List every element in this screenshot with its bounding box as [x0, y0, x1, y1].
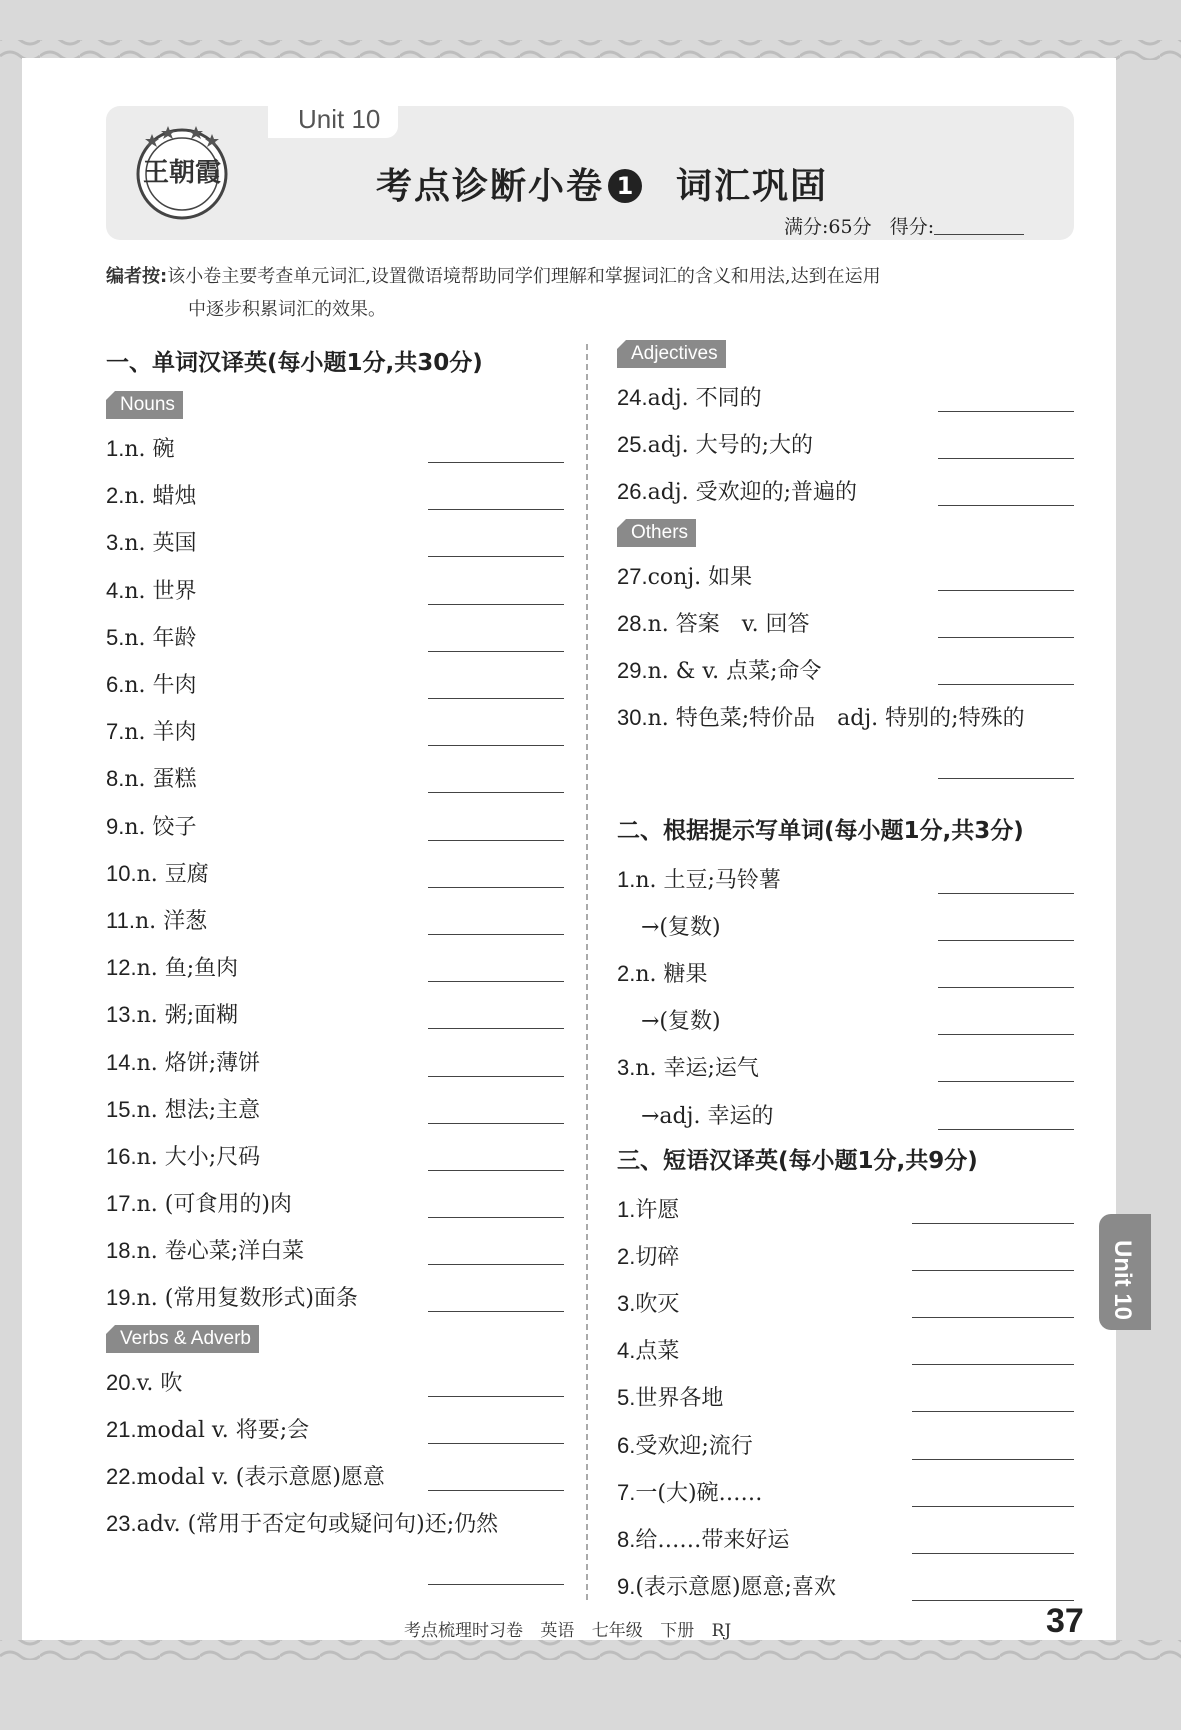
question-prompt: modal v. (表示意愿)愿意: [136, 1465, 385, 1491]
question-number: 15.: [106, 1096, 137, 1122]
question-text: [617, 1476, 904, 1507]
question-text: [617, 1051, 930, 1082]
question-text: [617, 1287, 904, 1318]
answer-blank[interactable]: [938, 475, 1074, 506]
question-prompt: n. 羊肉: [124, 720, 197, 746]
question-prompt: n. 世界: [124, 578, 197, 604]
question-prompt: 受欢迎;流行: [635, 1433, 753, 1459]
footer-text: 考点梳理时习卷 英语 七年级 下册 RJ: [404, 1621, 732, 1641]
question-text: [106, 1281, 420, 1312]
question-text: [106, 432, 420, 463]
question-number: 19.: [106, 1285, 137, 1311]
question-row: [106, 707, 564, 754]
answer-blank[interactable]: [428, 1140, 564, 1171]
question-number: 26.: [617, 479, 648, 505]
question-prompt: n. 烙饼;薄饼: [136, 1050, 261, 1076]
question-number: 28.: [617, 610, 648, 636]
question-prompt: n. 年龄: [124, 625, 197, 651]
verbs-list: [106, 1358, 564, 1594]
question-prompt: →(复数): [641, 914, 721, 940]
question-text: [106, 1413, 420, 1444]
question-text: [106, 668, 420, 699]
answer-blank[interactable]: [428, 479, 564, 510]
question-row: [106, 518, 564, 565]
question-prompt: n. 蛋糕: [124, 767, 197, 793]
unit-label: Unit 10: [298, 104, 381, 134]
question-row: [106, 1405, 564, 1452]
question-number: 6.: [106, 672, 125, 698]
answer-blank[interactable]: [428, 668, 564, 699]
question-prompt: n. (可食用的)肉: [136, 1192, 292, 1218]
answer-blank[interactable]: [428, 998, 564, 1029]
question-row: [106, 1132, 564, 1179]
question-prompt: n. 英国: [124, 531, 197, 557]
title-subtitle: 词汇巩固: [676, 166, 829, 207]
question-row: [617, 855, 1074, 902]
question-text: [106, 1234, 420, 1265]
logo-text: 王朝霞: [142, 158, 221, 188]
question-text: [106, 1093, 420, 1124]
answer-blank[interactable]: [428, 857, 564, 888]
question-row: [617, 949, 1074, 996]
answer-blank[interactable]: [938, 748, 1074, 779]
question-number: 16.: [106, 1143, 137, 1169]
question-prompt: n. 卷心菜;洋白菜: [136, 1239, 305, 1265]
question-row: [106, 1179, 564, 1226]
question-row-continued: [106, 1546, 564, 1593]
question-prompt: conj. 如果: [647, 564, 753, 590]
unit-side-label: Unit 10: [1109, 1240, 1136, 1321]
others-tag: Others: [617, 519, 696, 547]
section-3-title: 三、短语汉译英(每小题1分,共9分): [617, 1147, 978, 1174]
question-text: [106, 1460, 420, 1491]
question-number: 30.: [617, 705, 648, 731]
question-number: 2.: [617, 960, 636, 986]
answer-blank[interactable]: [912, 1240, 1074, 1271]
question-number: 17.: [106, 1191, 137, 1217]
answer-blank[interactable]: [428, 1187, 564, 1218]
question-row: [106, 754, 564, 801]
question-number: 22.: [106, 1464, 137, 1490]
question-text: [106, 998, 420, 1029]
question-prompt: (表示意愿)愿意;喜欢: [635, 1575, 836, 1601]
answer-blank[interactable]: [428, 715, 564, 746]
question-text: [106, 762, 420, 793]
question-prompt: n. 大小;尺码: [136, 1144, 261, 1170]
question-row: [617, 1232, 1074, 1279]
question-row: [617, 1326, 1074, 1373]
score-blank[interactable]: [934, 216, 1024, 235]
question-prompt: →adj. 幸运的: [641, 1103, 774, 1129]
question-text: [617, 428, 930, 459]
note-label: 编者按:: [106, 266, 168, 287]
question-prompt: n. 洋葱: [134, 908, 208, 934]
question-prompt: v. 吹: [136, 1370, 183, 1396]
section-1-title: 一、单词汉译英(每小题1分,共30分): [106, 350, 483, 376]
answer-blank[interactable]: [428, 432, 564, 463]
question-row: [617, 693, 1074, 740]
question-text: [106, 857, 420, 888]
page-title: [376, 158, 828, 209]
section-2-list: [617, 855, 1074, 1138]
question-text: [106, 621, 420, 652]
answer-blank[interactable]: [428, 1554, 564, 1585]
question-prompt: adj. 受欢迎的;普遍的: [647, 480, 858, 506]
question-text: [106, 574, 420, 605]
question-row: [617, 1185, 1074, 1232]
question-text: [617, 1240, 904, 1271]
question-prompt: n. 想法;主意: [136, 1097, 261, 1123]
question-row: [617, 1421, 1074, 1468]
question-row-continued: [617, 740, 1074, 787]
question-number: 18.: [106, 1238, 137, 1264]
column-divider: [586, 344, 588, 1600]
question-text: [617, 1381, 904, 1412]
question-text: [106, 1366, 420, 1397]
question-row: [617, 599, 1074, 646]
question-row: [106, 802, 564, 849]
question-text: [106, 479, 420, 510]
nouns-tag: Nouns: [106, 391, 183, 419]
answer-blank[interactable]: [938, 957, 1074, 988]
question-prompt: n. 幸运;运气: [635, 1056, 759, 1082]
question-text: [106, 526, 420, 557]
question-number: 12.: [106, 955, 137, 981]
question-prompt: 许愿: [635, 1197, 680, 1223]
answer-blank[interactable]: [938, 607, 1074, 638]
question-row: [106, 424, 564, 471]
page-number: 37: [1046, 1602, 1084, 1640]
answer-blank[interactable]: [912, 1287, 1074, 1318]
question-text: [617, 701, 1074, 732]
question-text: [617, 863, 930, 894]
question-number: 3.: [617, 1291, 636, 1317]
question-prompt: modal v. 将要;会: [136, 1417, 310, 1443]
answer-blank[interactable]: [938, 428, 1074, 459]
question-number: 4.: [106, 577, 125, 603]
answer-blank[interactable]: [938, 1051, 1074, 1082]
question-number: 3.: [617, 1055, 636, 1081]
question-row: [617, 902, 1074, 949]
question-text: [617, 910, 930, 941]
nouns-list: [106, 424, 564, 1321]
question-number: 8.: [617, 1527, 636, 1553]
question-row: [617, 552, 1074, 599]
answer-blank[interactable]: [428, 526, 564, 557]
question-prompt: →(复数): [641, 1009, 721, 1035]
question-text: [106, 715, 420, 746]
answer-blank[interactable]: [938, 863, 1074, 894]
answer-blank[interactable]: [938, 1099, 1074, 1130]
question-number: 24.: [617, 385, 648, 411]
question-text: [106, 1507, 564, 1538]
question-row: [106, 613, 564, 660]
question-row: [617, 1562, 1074, 1609]
full-score: 满分:65分: [784, 216, 872, 238]
question-number: 13.: [106, 1002, 137, 1028]
answer-blank[interactable]: [912, 1334, 1074, 1365]
question-prompt: adv. (常用于否定句或疑问句)还;仍然: [136, 1512, 499, 1538]
answer-blank[interactable]: [938, 560, 1074, 591]
answer-blank[interactable]: [428, 1093, 564, 1124]
answer-blank[interactable]: [938, 1004, 1074, 1035]
question-text: [617, 1004, 930, 1035]
answer-blank[interactable]: [428, 810, 564, 841]
question-text: [617, 654, 930, 685]
question-row: [617, 467, 1074, 514]
question-row: [106, 1226, 564, 1273]
question-row: [617, 1515, 1074, 1562]
question-text: [106, 1140, 420, 1171]
question-row: [617, 1043, 1074, 1090]
answer-blank[interactable]: [938, 381, 1074, 412]
question-number: 2.: [617, 1243, 636, 1269]
question-number: 29.: [617, 658, 648, 684]
question-number: 11.: [106, 907, 135, 933]
question-row: [617, 420, 1074, 467]
question-text: [106, 1187, 420, 1218]
question-row: [617, 1373, 1074, 1420]
question-prompt: n. 鱼;鱼肉: [136, 956, 239, 982]
score-line: [784, 212, 1024, 239]
question-number: 21.: [106, 1416, 137, 1442]
title-text: 考点诊断小卷: [376, 166, 605, 207]
right-column: [617, 340, 1074, 1609]
verbs-tag: Verbs & Adverb: [106, 1325, 259, 1353]
question-text: [617, 1099, 930, 1130]
question-number: 2.: [106, 483, 125, 509]
question-row: [106, 1358, 564, 1405]
answer-blank[interactable]: [912, 1523, 1074, 1554]
question-number: 3.: [106, 530, 125, 556]
question-row: [106, 943, 564, 990]
answer-blank[interactable]: [938, 910, 1074, 941]
question-prompt: 点菜: [635, 1339, 680, 1365]
question-row: [106, 566, 564, 613]
question-prompt: n. 答案 v. 回答: [647, 611, 810, 637]
question-number: 5.: [617, 1385, 636, 1411]
answer-blank[interactable]: [912, 1476, 1074, 1507]
question-number: 10.: [106, 860, 137, 886]
question-row: [617, 373, 1074, 420]
answer-blank[interactable]: [428, 951, 564, 982]
question-number: 7.: [106, 719, 125, 745]
question-prompt: n. 蜡烛: [124, 484, 197, 510]
question-text: [617, 475, 930, 506]
question-prompt: n. 牛肉: [124, 673, 197, 699]
question-prompt: 给……带来好运: [635, 1528, 790, 1554]
question-number: 14.: [106, 1049, 137, 1075]
question-text: [106, 1046, 420, 1077]
question-text: [617, 1523, 904, 1554]
answer-blank[interactable]: [428, 1046, 564, 1077]
question-prompt: 一(大)碗……: [635, 1480, 763, 1506]
question-row: [106, 1273, 564, 1320]
question-text: [106, 951, 420, 982]
question-text: [617, 1570, 904, 1601]
question-number: 27.: [617, 563, 648, 589]
adjectives-list: [617, 373, 1074, 515]
question-row: [106, 1499, 564, 1546]
question-prompt: n. 土豆;马铃薯: [635, 867, 781, 893]
question-number: 7.: [617, 1479, 636, 1505]
question-row: [617, 1468, 1074, 1515]
answer-blank[interactable]: [938, 654, 1074, 685]
question-prompt: n. 粥;面糊: [136, 1003, 239, 1029]
question-row: [106, 1085, 564, 1132]
score-label: 得分:: [889, 216, 935, 238]
note-line-2: 中逐步积累词汇的效果。: [188, 299, 386, 320]
question-number: 23.: [106, 1511, 137, 1537]
question-number: 5.: [106, 624, 125, 650]
question-prompt: 吹灭: [635, 1292, 680, 1318]
adjectives-tag: Adjectives: [617, 340, 726, 368]
question-prompt: 切碎: [635, 1244, 680, 1270]
note-line-1: 该小卷主要考查单元词汇,设置微语境帮助同学们理解和掌握词汇的含义和用法,达到在运用: [167, 266, 881, 287]
section-2-title: 二、根据提示写单词(每小题1分,共3分): [617, 817, 1024, 844]
left-column: [106, 340, 564, 1594]
editor-note: [106, 260, 1076, 326]
question-number: 20.: [106, 1369, 137, 1395]
question-prompt: n. & v. 点菜;命令: [647, 659, 822, 685]
question-prompt: adj. 大号的;大的: [647, 433, 814, 459]
others-list: [617, 552, 1074, 788]
question-prompt: 世界各地: [635, 1386, 724, 1412]
question-row: [106, 471, 564, 518]
answer-blank[interactable]: [912, 1570, 1074, 1601]
question-row: [106, 1452, 564, 1499]
answer-blank[interactable]: [428, 621, 564, 652]
question-prompt: adj. 不同的: [647, 386, 762, 412]
question-prompt: n. 饺子: [124, 814, 197, 840]
question-prompt: n. (常用复数形式)面条: [136, 1286, 358, 1312]
answer-blank[interactable]: [428, 1281, 564, 1312]
title-number-badge: 1: [608, 169, 642, 203]
answer-blank[interactable]: [428, 1366, 564, 1397]
question-prompt: n. 特色菜;特价品 adj. 特别的;特殊的: [647, 706, 1025, 732]
question-prompt: n. 糖果: [635, 961, 708, 987]
question-number: 25.: [617, 432, 648, 458]
question-text: [617, 957, 930, 988]
question-row: [106, 1037, 564, 1084]
answer-blank[interactable]: [428, 1234, 564, 1265]
question-row: [617, 1090, 1074, 1137]
question-row: [617, 646, 1074, 693]
answer-blank[interactable]: [428, 762, 564, 793]
question-row: [106, 660, 564, 707]
question-number: 6.: [617, 1432, 636, 1458]
answer-blank[interactable]: [428, 904, 564, 935]
question-row: [106, 849, 564, 896]
question-text: [617, 607, 930, 638]
question-prompt: n. 豆腐: [136, 861, 209, 887]
question-number: 9.: [617, 1574, 636, 1600]
question-row: [617, 996, 1074, 1043]
question-text: [617, 1334, 904, 1365]
question-text: [106, 904, 420, 935]
question-number: 1.: [617, 1196, 636, 1222]
question-row: [617, 1279, 1074, 1326]
question-number: 1.: [106, 436, 125, 462]
question-number: 1.: [617, 866, 636, 892]
question-number: 9.: [106, 813, 125, 839]
answer-blank[interactable]: [428, 574, 564, 605]
question-number: 8.: [106, 766, 125, 792]
section-3-list: [617, 1185, 1074, 1610]
question-text: [617, 381, 930, 412]
question-text: [106, 810, 420, 841]
answer-blank[interactable]: [428, 1413, 564, 1444]
question-prompt: n. 碗: [124, 437, 175, 463]
answer-blank[interactable]: [428, 1460, 564, 1491]
question-row: [106, 896, 564, 943]
answer-blank[interactable]: [912, 1429, 1074, 1460]
answer-blank[interactable]: [912, 1381, 1074, 1412]
question-number: 4.: [617, 1338, 636, 1364]
question-row: [106, 990, 564, 1037]
question-text: [617, 1429, 904, 1460]
answer-blank[interactable]: [912, 1193, 1074, 1224]
question-text: [617, 560, 930, 591]
question-text: [617, 1193, 904, 1224]
